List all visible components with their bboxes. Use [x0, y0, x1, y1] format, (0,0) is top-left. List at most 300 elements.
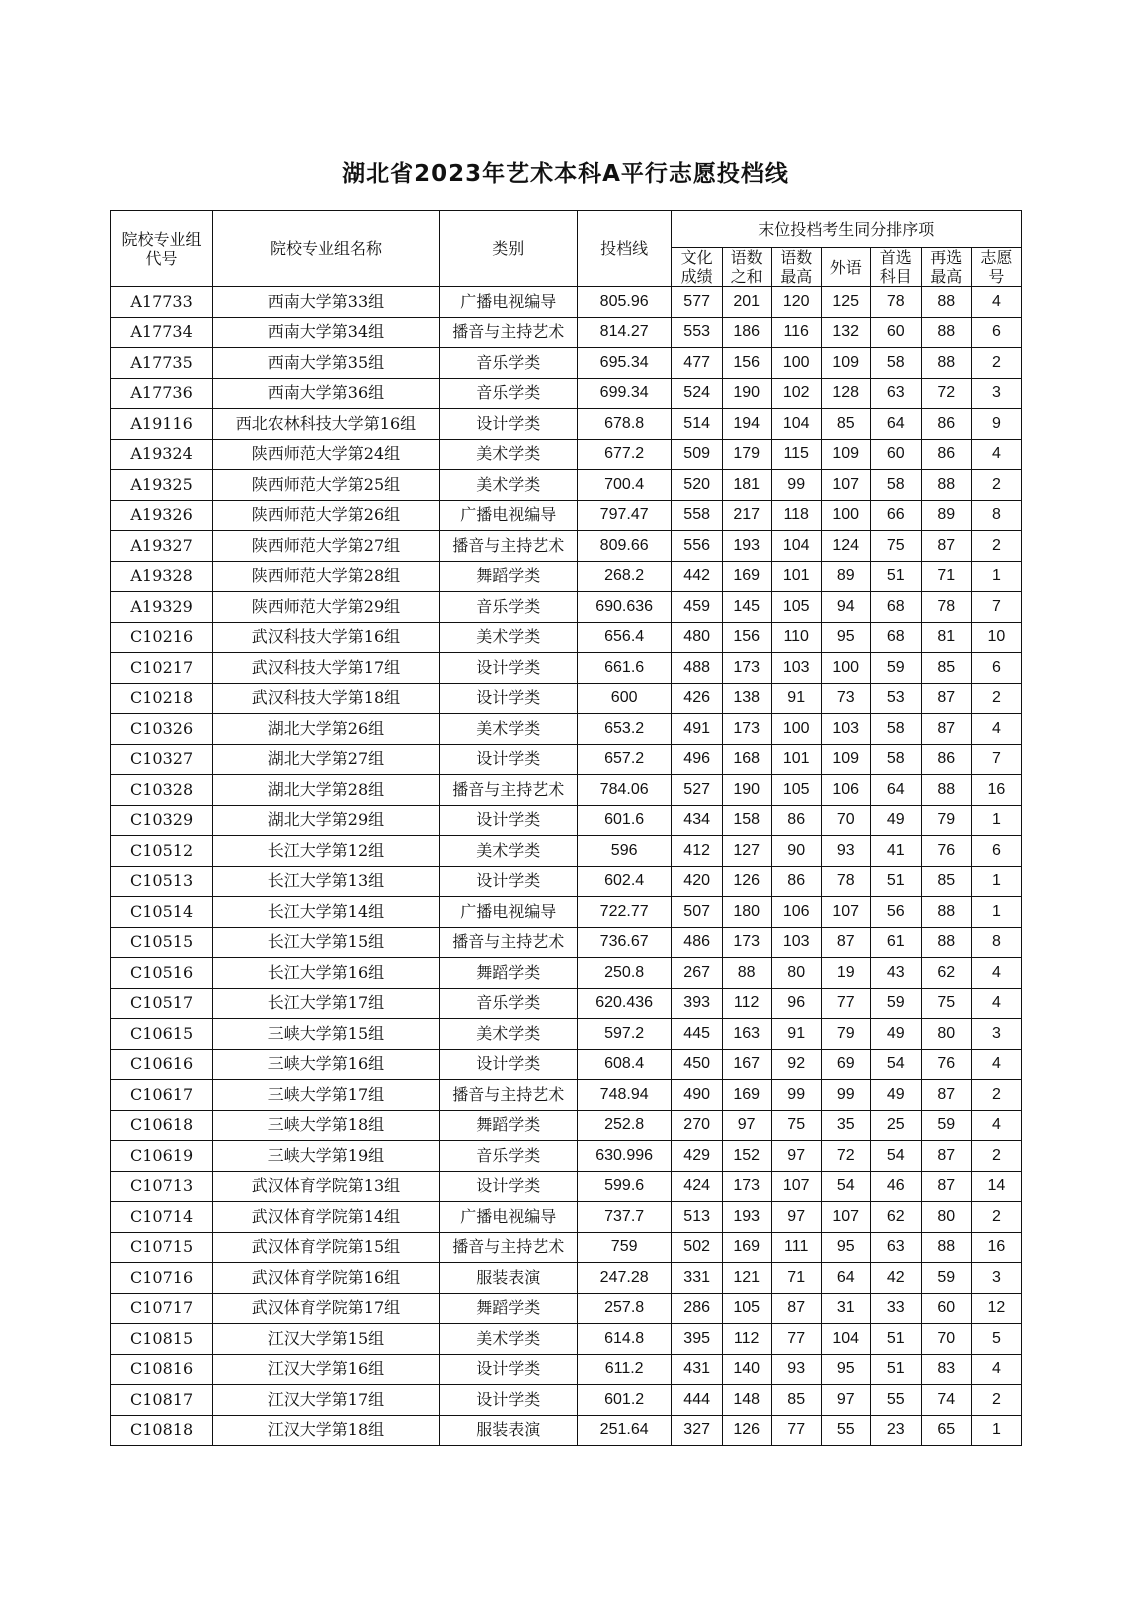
culture-score-cell: 513 — [671, 1202, 722, 1233]
table-row — [111, 897, 1022, 928]
code-cell: C10217 — [111, 653, 213, 684]
chn-math-sum-cell: 148 — [722, 1385, 771, 1416]
chn-math-sum-cell: 163 — [722, 1019, 771, 1050]
score-cell: 657.2 — [577, 744, 671, 775]
table-row — [111, 1141, 1022, 1172]
foreign-lang-cell: 107 — [821, 897, 870, 928]
choice-number-cell: 6 — [971, 653, 1021, 684]
choice-number-cell: 6 — [971, 317, 1021, 348]
score-cell: 748.94 — [577, 1080, 671, 1111]
table-row — [111, 653, 1022, 684]
code-cell: A19326 — [111, 500, 213, 531]
foreign-lang-cell: 55 — [821, 1415, 870, 1446]
category-cell: 设计学类 — [439, 1385, 577, 1416]
culture-score-cell: 395 — [671, 1324, 722, 1355]
culture-score-cell: 553 — [671, 317, 722, 348]
score-cell: 736.67 — [577, 927, 671, 958]
chn-math-sum-cell: 179 — [722, 439, 771, 470]
choice-number-cell: 8 — [971, 500, 1021, 531]
table-row — [111, 805, 1022, 836]
sub-header-line1: 志愿 — [980, 248, 1013, 267]
sub-header-line1: 语数 — [780, 248, 813, 267]
category-cell: 播音与主持艺术 — [439, 1080, 577, 1111]
first-subject-cell: 51 — [870, 866, 921, 897]
first-subject-cell: 41 — [870, 836, 921, 867]
culture-score-cell: 434 — [671, 805, 722, 836]
chn-math-sum-cell: 105 — [722, 1293, 771, 1324]
chn-math-max-cell: 101 — [771, 561, 821, 592]
first-subject-cell: 63 — [870, 1232, 921, 1263]
page-title: 湖北省2023年艺术本科A平行志愿投档线 — [342, 161, 789, 187]
sub-header-line1: 文化 — [680, 248, 713, 267]
culture-score-cell: 502 — [671, 1232, 722, 1263]
chn-math-sum-cell: 97 — [722, 1110, 771, 1141]
first-subject-cell: 63 — [870, 378, 921, 409]
foreign-lang-cell: 54 — [821, 1171, 870, 1202]
score-cell: 700.4 — [577, 470, 671, 501]
foreign-lang-cell: 104 — [821, 1324, 870, 1355]
second-max-cell: 88 — [921, 287, 971, 318]
first-subject-cell: 75 — [870, 531, 921, 562]
chn-math-max-cell: 86 — [771, 866, 821, 897]
choice-number-cell: 9 — [971, 409, 1021, 440]
chn-math-sum-cell: 126 — [722, 1415, 771, 1446]
first-subject-cell: 58 — [870, 470, 921, 501]
category-cell: 音乐学类 — [439, 378, 577, 409]
second-max-cell: 88 — [921, 470, 971, 501]
foreign-lang-cell: 107 — [821, 1202, 870, 1233]
table-row — [111, 1019, 1022, 1050]
first-subject-cell: 43 — [870, 958, 921, 989]
code-cell: C10328 — [111, 775, 213, 806]
category-cell: 音乐学类 — [439, 348, 577, 379]
code-cell: C10513 — [111, 866, 213, 897]
score-cell: 690.636 — [577, 592, 671, 623]
chn-math-sum-cell: 193 — [722, 1202, 771, 1233]
chn-math-max-cell: 97 — [771, 1202, 821, 1233]
second-max-cell: 87 — [921, 1080, 971, 1111]
category-cell: 设计学类 — [439, 409, 577, 440]
name-cell: 西南大学第34组 — [213, 317, 440, 348]
table-row — [111, 1324, 1022, 1355]
category-cell: 美术学类 — [439, 1019, 577, 1050]
choice-number-cell: 2 — [971, 470, 1021, 501]
culture-score-cell: 524 — [671, 378, 722, 409]
foreign-lang-cell: 103 — [821, 714, 870, 745]
score-cell: 737.7 — [577, 1202, 671, 1233]
name-cell: 西南大学第36组 — [213, 378, 440, 409]
category-cell: 美术学类 — [439, 1324, 577, 1355]
table-row — [111, 1354, 1022, 1385]
choice-number-cell: 4 — [971, 287, 1021, 318]
culture-score-cell: 429 — [671, 1141, 722, 1172]
first-subject-cell: 78 — [870, 287, 921, 318]
name-cell: 武汉体育学院第17组 — [213, 1293, 440, 1324]
category-cell: 播音与主持艺术 — [439, 317, 577, 348]
culture-score-cell: 286 — [671, 1293, 722, 1324]
second-max-cell: 86 — [921, 744, 971, 775]
foreign-lang-cell: 72 — [821, 1141, 870, 1172]
first-subject-cell: 54 — [870, 1141, 921, 1172]
culture-score-cell: 527 — [671, 775, 722, 806]
choice-number-cell: 14 — [971, 1171, 1021, 1202]
table-row — [111, 1293, 1022, 1324]
name-cell: 陕西师范大学第26组 — [213, 500, 440, 531]
culture-score-cell: 556 — [671, 531, 722, 562]
name-cell: 长江大学第15组 — [213, 927, 440, 958]
header-code — [111, 211, 213, 287]
second-max-cell: 81 — [921, 622, 971, 653]
name-cell: 长江大学第16组 — [213, 958, 440, 989]
chn-math-sum-cell: 217 — [722, 500, 771, 531]
second-max-cell: 65 — [921, 1415, 971, 1446]
sub-header-line2: 最高 — [780, 267, 813, 286]
foreign-lang-cell: 78 — [821, 866, 870, 897]
choice-number-cell: 4 — [971, 988, 1021, 1019]
foreign-lang-cell: 79 — [821, 1019, 870, 1050]
choice-number-cell: 16 — [971, 775, 1021, 806]
culture-score-cell: 496 — [671, 744, 722, 775]
code-cell: C10514 — [111, 897, 213, 928]
name-cell: 武汉科技大学第18组 — [213, 683, 440, 714]
foreign-lang-cell: 73 — [821, 683, 870, 714]
table-row — [111, 775, 1022, 806]
category-cell: 播音与主持艺术 — [439, 531, 577, 562]
name-cell: 长江大学第17组 — [213, 988, 440, 1019]
category-cell: 舞蹈学类 — [439, 561, 577, 592]
chn-math-max-cell: 85 — [771, 1385, 821, 1416]
sub-header-cell — [870, 248, 921, 287]
foreign-lang-cell: 100 — [821, 500, 870, 531]
chn-math-max-cell: 118 — [771, 500, 821, 531]
chn-math-max-cell: 77 — [771, 1415, 821, 1446]
score-cell: 784.06 — [577, 775, 671, 806]
table-row — [111, 378, 1022, 409]
code-cell: A19328 — [111, 561, 213, 592]
choice-number-cell: 4 — [971, 439, 1021, 470]
first-subject-cell: 68 — [870, 622, 921, 653]
code-cell: C10218 — [111, 683, 213, 714]
category-cell: 美术学类 — [439, 836, 577, 867]
code-cell: C10617 — [111, 1080, 213, 1111]
score-cell: 805.96 — [577, 287, 671, 318]
category-cell: 音乐学类 — [439, 1141, 577, 1172]
choice-number-cell: 12 — [971, 1293, 1021, 1324]
foreign-lang-cell: 89 — [821, 561, 870, 592]
name-cell: 陕西师范大学第29组 — [213, 592, 440, 623]
score-cell: 677.2 — [577, 439, 671, 470]
category-cell: 广播电视编导 — [439, 500, 577, 531]
code-cell: C10714 — [111, 1202, 213, 1233]
foreign-lang-cell: 85 — [821, 409, 870, 440]
name-cell: 三峡大学第17组 — [213, 1080, 440, 1111]
chn-math-sum-cell: 201 — [722, 287, 771, 318]
code-cell: C10815 — [111, 1324, 213, 1355]
score-cell: 599.6 — [577, 1171, 671, 1202]
score-cell: 600 — [577, 683, 671, 714]
code-cell: A19116 — [111, 409, 213, 440]
second-max-cell: 80 — [921, 1019, 971, 1050]
first-subject-cell: 56 — [870, 897, 921, 928]
choice-number-cell: 2 — [971, 1141, 1021, 1172]
score-cell: 809.66 — [577, 531, 671, 562]
code-cell: C10818 — [111, 1415, 213, 1446]
code-cell: C10512 — [111, 836, 213, 867]
name-cell: 湖北大学第29组 — [213, 805, 440, 836]
code-cell: C10615 — [111, 1019, 213, 1050]
chn-math-max-cell: 106 — [771, 897, 821, 928]
choice-number-cell: 1 — [971, 1415, 1021, 1446]
table-row — [111, 531, 1022, 562]
second-max-cell: 80 — [921, 1202, 971, 1233]
category-cell: 设计学类 — [439, 866, 577, 897]
culture-score-cell: 488 — [671, 653, 722, 684]
culture-score-cell: 444 — [671, 1385, 722, 1416]
name-cell: 湖北大学第27组 — [213, 744, 440, 775]
choice-number-cell: 4 — [971, 1110, 1021, 1141]
score-cell: 247.28 — [577, 1263, 671, 1294]
chn-math-max-cell: 91 — [771, 683, 821, 714]
score-cell: 251.64 — [577, 1415, 671, 1446]
score-cell: 722.77 — [577, 897, 671, 928]
second-max-cell: 87 — [921, 714, 971, 745]
table-row — [111, 1232, 1022, 1263]
category-cell: 服装表演 — [439, 1415, 577, 1446]
second-max-cell: 86 — [921, 439, 971, 470]
culture-score-cell: 420 — [671, 866, 722, 897]
code-cell: C10619 — [111, 1141, 213, 1172]
category-cell: 舞蹈学类 — [439, 1110, 577, 1141]
chn-math-sum-cell: 180 — [722, 897, 771, 928]
first-subject-cell: 33 — [870, 1293, 921, 1324]
name-cell: 湖北大学第28组 — [213, 775, 440, 806]
first-subject-cell: 49 — [870, 1019, 921, 1050]
score-cell: 695.34 — [577, 348, 671, 379]
second-max-cell: 88 — [921, 897, 971, 928]
first-subject-cell: 42 — [870, 1263, 921, 1294]
choice-number-cell: 16 — [971, 1232, 1021, 1263]
chn-math-sum-cell: 186 — [722, 317, 771, 348]
chn-math-max-cell: 103 — [771, 653, 821, 684]
sub-header-cell — [921, 248, 971, 287]
name-cell: 三峡大学第19组 — [213, 1141, 440, 1172]
sub-header-line2: 科目 — [879, 267, 912, 286]
table-row — [111, 592, 1022, 623]
choice-number-cell: 4 — [971, 1354, 1021, 1385]
culture-score-cell: 477 — [671, 348, 722, 379]
name-cell: 陕西师范大学第24组 — [213, 439, 440, 470]
second-max-cell: 87 — [921, 531, 971, 562]
chn-math-max-cell: 110 — [771, 622, 821, 653]
code-cell: C10517 — [111, 988, 213, 1019]
category-cell: 广播电视编导 — [439, 1202, 577, 1233]
name-cell: 三峡大学第18组 — [213, 1110, 440, 1141]
chn-math-max-cell: 105 — [771, 775, 821, 806]
culture-score-cell: 445 — [671, 1019, 722, 1050]
category-cell: 播音与主持艺术 — [439, 927, 577, 958]
name-cell: 陕西师范大学第28组 — [213, 561, 440, 592]
chn-math-sum-cell: 156 — [722, 348, 771, 379]
second-max-cell: 88 — [921, 775, 971, 806]
table-row — [111, 866, 1022, 897]
header-code-line2: 代号 — [145, 248, 178, 268]
choice-number-cell: 4 — [971, 1049, 1021, 1080]
culture-score-cell: 267 — [671, 958, 722, 989]
choice-number-cell: 7 — [971, 592, 1021, 623]
category-cell: 设计学类 — [439, 1171, 577, 1202]
second-max-cell: 87 — [921, 1171, 971, 1202]
chn-math-max-cell: 93 — [771, 1354, 821, 1385]
header-score: 投档线 — [577, 211, 671, 287]
code-cell: A19325 — [111, 470, 213, 501]
choice-number-cell: 2 — [971, 1385, 1021, 1416]
table-row — [111, 1049, 1022, 1080]
table-row — [111, 744, 1022, 775]
culture-score-cell: 450 — [671, 1049, 722, 1080]
chn-math-sum-cell: 121 — [722, 1263, 771, 1294]
table-row — [111, 561, 1022, 592]
choice-number-cell: 3 — [971, 378, 1021, 409]
first-subject-cell: 60 — [870, 317, 921, 348]
table-row — [111, 1202, 1022, 1233]
header-name: 院校专业组名称 — [213, 211, 440, 287]
chn-math-sum-cell: 181 — [722, 470, 771, 501]
second-max-cell: 89 — [921, 500, 971, 531]
choice-number-cell: 2 — [971, 348, 1021, 379]
chn-math-sum-cell: 173 — [722, 927, 771, 958]
first-subject-cell: 55 — [870, 1385, 921, 1416]
table-row — [111, 409, 1022, 440]
score-cell: 608.4 — [577, 1049, 671, 1080]
chn-math-max-cell: 91 — [771, 1019, 821, 1050]
category-cell: 美术学类 — [439, 714, 577, 745]
table-row — [111, 1385, 1022, 1416]
score-cell: 678.8 — [577, 409, 671, 440]
table-row — [111, 958, 1022, 989]
chn-math-max-cell: 99 — [771, 1080, 821, 1111]
name-cell: 陕西师范大学第25组 — [213, 470, 440, 501]
foreign-lang-cell: 107 — [821, 470, 870, 501]
table-row — [111, 622, 1022, 653]
first-subject-cell: 23 — [870, 1415, 921, 1446]
second-max-cell: 74 — [921, 1385, 971, 1416]
foreign-lang-cell: 99 — [821, 1080, 870, 1111]
code-cell: C10516 — [111, 958, 213, 989]
sub-header-line1: 外语 — [829, 257, 862, 277]
first-subject-cell: 58 — [870, 348, 921, 379]
table-row — [111, 439, 1022, 470]
foreign-lang-cell: 95 — [821, 1354, 870, 1385]
foreign-lang-cell: 94 — [821, 592, 870, 623]
score-cell: 653.2 — [577, 714, 671, 745]
foreign-lang-cell: 95 — [821, 622, 870, 653]
chn-math-max-cell: 86 — [771, 805, 821, 836]
table-row — [111, 348, 1022, 379]
second-max-cell: 88 — [921, 317, 971, 348]
chn-math-max-cell: 92 — [771, 1049, 821, 1080]
code-cell: C10715 — [111, 1232, 213, 1263]
chn-math-sum-cell: 156 — [722, 622, 771, 653]
chn-math-sum-cell: 140 — [722, 1354, 771, 1385]
score-cell: 620.436 — [577, 988, 671, 1019]
score-cell: 759 — [577, 1232, 671, 1263]
name-cell: 江汉大学第17组 — [213, 1385, 440, 1416]
sub-header-cell — [771, 248, 821, 287]
table-row — [111, 470, 1022, 501]
code-cell: C10327 — [111, 744, 213, 775]
foreign-lang-cell: 69 — [821, 1049, 870, 1080]
code-cell: C10515 — [111, 927, 213, 958]
table-row — [111, 1110, 1022, 1141]
choice-number-cell: 3 — [971, 1019, 1021, 1050]
chn-math-max-cell: 120 — [771, 287, 821, 318]
first-subject-cell: 53 — [870, 683, 921, 714]
chn-math-max-cell: 77 — [771, 1324, 821, 1355]
chn-math-sum-cell: 168 — [722, 744, 771, 775]
code-cell: C10816 — [111, 1354, 213, 1385]
foreign-lang-cell: 106 — [821, 775, 870, 806]
category-cell: 舞蹈学类 — [439, 1293, 577, 1324]
culture-score-cell: 514 — [671, 409, 722, 440]
table-row — [111, 1171, 1022, 1202]
chn-math-sum-cell: 173 — [722, 1171, 771, 1202]
table-row — [111, 1080, 1022, 1111]
second-max-cell: 85 — [921, 866, 971, 897]
score-cell: 601.2 — [577, 1385, 671, 1416]
choice-number-cell: 2 — [971, 531, 1021, 562]
name-cell: 武汉体育学院第15组 — [213, 1232, 440, 1263]
category-cell: 设计学类 — [439, 805, 577, 836]
category-cell: 播音与主持艺术 — [439, 775, 577, 806]
first-subject-cell: 59 — [870, 653, 921, 684]
score-cell: 596 — [577, 836, 671, 867]
category-cell: 广播电视编导 — [439, 287, 577, 318]
table-row — [111, 1263, 1022, 1294]
foreign-lang-cell: 35 — [821, 1110, 870, 1141]
first-subject-cell: 51 — [870, 1354, 921, 1385]
code-cell: C10717 — [111, 1293, 213, 1324]
chn-math-max-cell: 105 — [771, 592, 821, 623]
first-subject-cell: 58 — [870, 744, 921, 775]
name-cell: 西南大学第33组 — [213, 287, 440, 318]
culture-score-cell: 442 — [671, 561, 722, 592]
second-max-cell: 85 — [921, 653, 971, 684]
foreign-lang-cell: 64 — [821, 1263, 870, 1294]
table-row — [111, 287, 1022, 318]
chn-math-max-cell: 107 — [771, 1171, 821, 1202]
name-cell: 江汉大学第15组 — [213, 1324, 440, 1355]
category-cell: 广播电视编导 — [439, 897, 577, 928]
sub-header-line2: 最高 — [930, 267, 963, 286]
name-cell: 长江大学第12组 — [213, 836, 440, 867]
second-max-cell: 62 — [921, 958, 971, 989]
name-cell: 武汉科技大学第16组 — [213, 622, 440, 653]
category-cell: 服装表演 — [439, 1263, 577, 1294]
foreign-lang-cell: 124 — [821, 531, 870, 562]
table-row — [111, 836, 1022, 867]
chn-math-max-cell: 101 — [771, 744, 821, 775]
culture-score-cell: 509 — [671, 439, 722, 470]
choice-number-cell: 2 — [971, 683, 1021, 714]
culture-score-cell: 327 — [671, 1415, 722, 1446]
foreign-lang-cell: 128 — [821, 378, 870, 409]
chn-math-sum-cell: 169 — [722, 1232, 771, 1263]
first-subject-cell: 58 — [870, 714, 921, 745]
chn-math-max-cell: 116 — [771, 317, 821, 348]
category-cell: 设计学类 — [439, 683, 577, 714]
chn-math-max-cell: 80 — [771, 958, 821, 989]
foreign-lang-cell: 19 — [821, 958, 870, 989]
